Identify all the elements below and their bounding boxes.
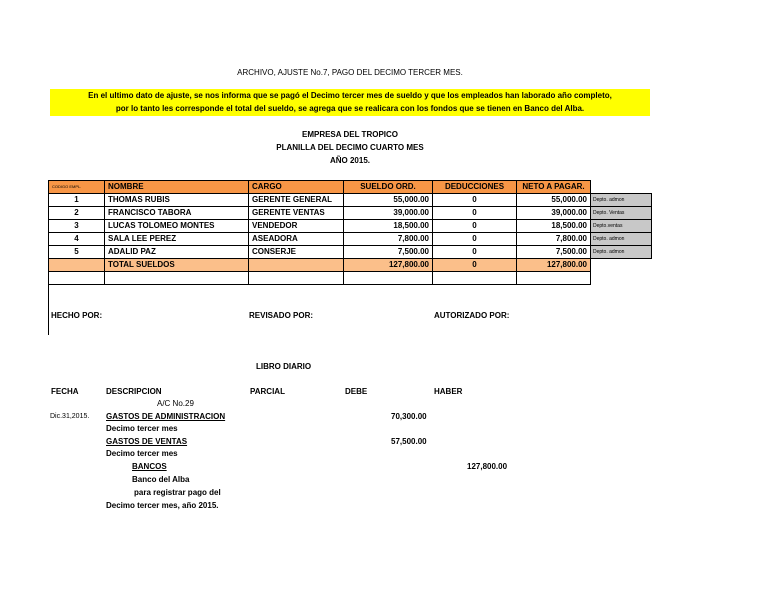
- total-row: [49, 259, 652, 272]
- planilla-title: PLANILLA DEL DECIMO CUARTO MES: [276, 143, 424, 152]
- cell-name: SALA LEE PEREZ: [105, 233, 249, 246]
- cell-depto: Depto. admon: [591, 194, 652, 207]
- gastos-admin-debe: 70,300.00: [391, 412, 427, 421]
- cell-cargo: ASEADORA: [249, 233, 344, 246]
- cell-neto: 18,500.00: [517, 220, 591, 233]
- cell-depto: Depto. admon: [591, 233, 652, 246]
- gastos-ventas-desc: Decimo tercer mes: [106, 449, 178, 458]
- left-border-line: [48, 285, 49, 335]
- header-codigo: CODIGO EMPL.: [49, 181, 105, 194]
- table-row: [49, 246, 652, 259]
- entry-note-line-2: Decimo tercer mes, año 2015.: [106, 501, 219, 510]
- cell-neto: 7,500.00: [517, 246, 591, 259]
- header-cargo: CARGO: [249, 181, 344, 194]
- entry-note-line-1: para registrar pago del: [134, 488, 221, 497]
- adjustment-note: [50, 89, 650, 116]
- total-deducciones: 0: [433, 259, 517, 272]
- cell-depto: Depto. admon: [591, 246, 652, 259]
- total-neto: 127,800.00: [517, 259, 591, 272]
- header-descripcion: DESCRIPCION: [106, 387, 162, 396]
- cell-cargo: VENDEDOR: [249, 220, 344, 233]
- bancos-account: BANCOS: [132, 462, 167, 471]
- cell-code: 3: [49, 220, 105, 233]
- table-row: [49, 233, 652, 246]
- gastos-ventas-account: GASTOS DE VENTAS: [106, 437, 188, 446]
- entry-date: Dic.31,2015.: [50, 413, 90, 420]
- revisado-por-label: REVISADO POR:: [249, 311, 314, 320]
- cell-sueldo: 18,500.00: [344, 220, 433, 233]
- cell-sueldo: 39,000.00: [344, 207, 433, 220]
- cell-name: LUCAS TOLOMEO MONTES: [105, 220, 249, 233]
- note-line-1: En el ultimo dato de ajuste, se nos informa que se pagó el Decimo tercer mes de sueldo y que los empleados han laborado año completo,: [88, 91, 612, 100]
- note-line-2: por lo tanto les corresponde el total del sueldo, se agrega que se realicara con los fondos que se tienen en Banco del Alba.: [115, 104, 585, 113]
- cell-deducciones: 0: [433, 246, 517, 259]
- company-name: EMPRESA DEL TROPICO: [301, 130, 398, 139]
- cell-neto: 7,800.00: [517, 233, 591, 246]
- bancos-haber: 127,800.00: [467, 462, 508, 471]
- cell-deducciones: 0: [433, 194, 517, 207]
- cell-code: 1: [49, 194, 105, 207]
- table-row: [49, 207, 652, 220]
- autorizado-por-label: AUTORIZADO POR:: [434, 311, 510, 320]
- cell-code: 5: [49, 246, 105, 259]
- cell-name: THOMAS RUBIS: [105, 194, 249, 207]
- cell-cargo: CONSERJE: [249, 246, 344, 259]
- empty-row: [49, 272, 652, 285]
- cell-name: ADALID PAZ: [105, 246, 249, 259]
- cell-cargo: GERENTE VENTAS: [249, 207, 344, 220]
- gastos-admin-account: GASTOS DE ADMINISTRACION: [106, 412, 226, 421]
- header-haber: HABER: [434, 387, 463, 396]
- cell-depto: Depto. Ventas: [591, 207, 652, 220]
- table-row: [49, 194, 652, 207]
- cell-sueldo: 55,000.00: [344, 194, 433, 207]
- cell-name: FRANCISCO TABORA: [105, 207, 249, 220]
- total-label: TOTAL SUELDOS: [105, 259, 249, 272]
- payroll-table: [48, 180, 652, 285]
- header-parcial: PARCIAL: [250, 387, 285, 396]
- cell-cargo: GERENTE GENERAL: [249, 194, 344, 207]
- gastos-admin-desc: Decimo tercer mes: [106, 424, 178, 433]
- header-nombre: NOMBRE: [105, 181, 249, 194]
- cell-code: 2: [49, 207, 105, 220]
- cell-depto: Depto.ventas: [591, 220, 652, 233]
- banco-alba: Banco del Alba: [132, 475, 190, 484]
- gastos-ventas-debe: 57,500.00: [391, 437, 427, 446]
- libro-diario-title: LIBRO DIARIO: [256, 362, 312, 371]
- cell-deducciones: 0: [433, 220, 517, 233]
- total-sueldo: 127,800.00: [344, 259, 433, 272]
- cell-deducciones: 0: [433, 207, 517, 220]
- cell-sueldo: 7,800.00: [344, 233, 433, 246]
- cell-neto: 55,000.00: [517, 194, 591, 207]
- planilla-year: AÑO 2015.: [329, 156, 371, 165]
- cell-deducciones: 0: [433, 233, 517, 246]
- header-fecha: FECHA: [51, 387, 79, 396]
- document-title: ARCHIVO, AJUSTE No.7, PAGO DEL DECIMO TERCER MES.: [237, 68, 463, 77]
- header-deducciones: DEDUCCIONES: [433, 181, 517, 194]
- account-number: A/C No.29: [157, 399, 194, 408]
- cell-sueldo: 7,500.00: [344, 246, 433, 259]
- header-neto: NETO A PAGAR.: [517, 181, 591, 194]
- payroll-header-row: [49, 181, 652, 194]
- cell-code: 4: [49, 233, 105, 246]
- hecho-por-label: HECHO POR:: [51, 311, 103, 320]
- table-row: [49, 220, 652, 233]
- header-debe: DEBE: [345, 387, 368, 396]
- cell-neto: 39,000.00: [517, 207, 591, 220]
- header-sueldo: SUELDO ORD.: [344, 181, 433, 194]
